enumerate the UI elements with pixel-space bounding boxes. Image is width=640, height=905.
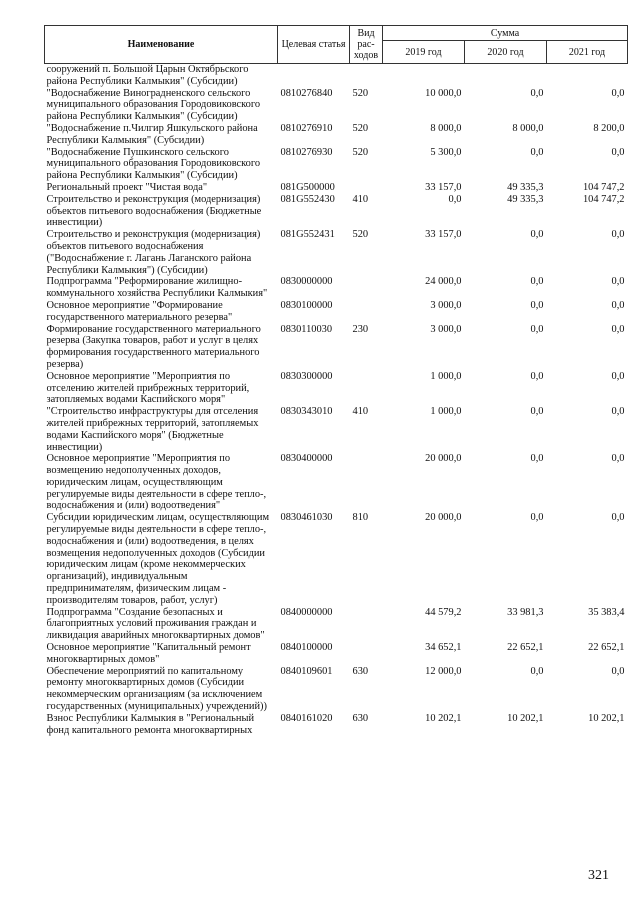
row-target-code: 081G500000 [280, 181, 335, 193]
row-target-code: 0830110030 [280, 323, 333, 335]
row-sum-2020: 49 335,3 [507, 181, 544, 193]
table-row [45, 182, 628, 194]
row-sum-2020: 33 981,3 [507, 606, 544, 618]
row-name: Подпрограмма "Реформирование жилищно-коммунального хозяйства Республики Калмыкия" [46, 276, 268, 300]
row-sum-2020: 0,0 [530, 87, 544, 99]
row-sum-2020: 0,0 [530, 146, 544, 158]
table-row [45, 642, 628, 666]
row-expense-type: 410 [352, 406, 369, 418]
row-sum-2021: 0,0 [611, 406, 625, 418]
table-row [45, 123, 628, 147]
row-name: Формирование государственного материального резерва (Закупка товаров, работ и услуг в целях формирования государственного материального резерва) [46, 323, 261, 370]
row-target-code: 0830100000 [280, 299, 333, 311]
row-target-code: 0840100000 [280, 642, 333, 654]
row-sum-2019: 20 000,0 [425, 512, 462, 524]
row-sum-2021: 104 747,2 [582, 193, 625, 205]
row-name: Строительство и реконструкция (модернизация) объектов питьевого водоснабжения ("Водоснабжение г. Лагань Лаганского района Республики Калмыкия") (Субсидии) [46, 229, 261, 276]
row-sum-2020: 49 335,3 [507, 193, 544, 205]
row-sum-2021: 0,0 [611, 370, 625, 382]
row-sum-2019: 8 000,0 [430, 122, 462, 134]
row-sum-2020: 22 652,1 [507, 642, 544, 654]
table-row [45, 406, 628, 453]
row-expense-type [350, 642, 383, 666]
header-vid: Вид рас-ходов [350, 26, 383, 64]
table-row [45, 512, 628, 606]
table-row [45, 147, 628, 182]
row-name: Основное мероприятие "Мероприятия по отселению жителей прибрежных территорий, затопляемых водами Каспийского моря" [46, 370, 250, 406]
row-expense-type [350, 607, 383, 642]
row-expense-type: 520 [352, 146, 369, 158]
row-name: "Строительство инфраструктуры для отселения жителей прибрежных территорий, затопляемых водами Каспийского моря" (Бюджетные инвестиции) [46, 406, 259, 453]
header-name: Наименование [45, 26, 278, 64]
row-name: Обеспечение мероприятий по капитальному ремонту многоквартирных домов (Субсидии некоммерческим организациям (за исключением государственных (муниципальных) учреждений)) [46, 665, 267, 713]
row-target-code: 081G552430 [280, 193, 335, 205]
row-name: Строительство и реконструкция (модернизация) объектов питьевого водоснабжения (Бюджетные инвестиции) [46, 193, 262, 229]
row-name: Взнос Республики Калмыкия в "Региональный фонд капитального ремонта многоквартирных [46, 712, 255, 736]
row-sum-2019 [383, 64, 465, 88]
table-row [45, 276, 628, 300]
table-row [45, 324, 628, 371]
row-sum-2019: 1 000,0 [430, 406, 462, 418]
row-name: Подпрограмма "Создание безопасных и благоприятных условий проживания граждан и ликвидация аварийных многоквартирных домов" [46, 606, 265, 642]
row-target-code: 0810276840 [280, 87, 333, 99]
row-target-code: 0840161020 [280, 712, 333, 724]
row-name: "Водоснабжение Пушкинского сельского муниципального образования Городовиковского района Республики Калмыкия" (Субсидии) [46, 146, 261, 182]
table-row [45, 194, 628, 229]
row-sum-2019: 24 000,0 [425, 276, 462, 288]
row-expense-type [350, 182, 383, 194]
table-body [45, 64, 628, 737]
row-sum-2021: 0,0 [611, 146, 625, 158]
row-expense-type: 520 [352, 229, 369, 241]
row-expense-type: 230 [352, 323, 369, 335]
row-expense-type: 520 [352, 122, 369, 134]
row-target-code: 0840109601 [280, 665, 333, 677]
row-expense-type [350, 276, 383, 300]
row-sum-2020: 0,0 [530, 370, 544, 382]
row-sum-2020: 10 202,1 [507, 712, 544, 724]
row-sum-2021: 35 383,4 [588, 606, 625, 618]
table-row [45, 88, 628, 123]
table-row [45, 713, 628, 737]
row-sum-2019: 10 000,0 [425, 87, 462, 99]
row-expense-type: 410 [352, 193, 369, 205]
row-target-code: 0830300000 [280, 370, 333, 382]
row-sum-2020: 0,0 [530, 299, 544, 311]
row-target-code: 081G552431 [280, 229, 335, 241]
header-year-2019: 2019 год [383, 41, 465, 64]
row-name: "Водоснабжение Виноградненского сельского муниципального образования Городовиковского района Республики Калмыкия" (Субсидии) [46, 87, 261, 123]
table-row [45, 300, 628, 324]
row-sum-2021: 0,0 [611, 323, 625, 335]
row-sum-2021: 104 747,2 [582, 181, 625, 193]
row-name: Основное мероприятие "Формирование государственного материального резерва" [46, 299, 233, 323]
row-sum-2019: 10 202,1 [425, 712, 462, 724]
row-sum-2019: 34 652,1 [425, 642, 462, 654]
row-sum-2020: 0,0 [530, 453, 544, 465]
row-sum-2021: 0,0 [611, 299, 625, 311]
row-expense-type: 630 [352, 665, 369, 677]
row-sum-2021: 0,0 [611, 665, 625, 677]
header-sum: Сумма [383, 26, 628, 41]
row-expense-type [350, 64, 383, 88]
row-expense-type [350, 300, 383, 324]
row-name: Основное мероприятие "Мероприятия по возмещению недополученных доходов, юридическим лицам, осуществляющим регулируемые виды деятельности в сфере тепло-, водоснабжения и (или) водоотведения" [46, 453, 267, 512]
row-sum-2021: 0,0 [611, 276, 625, 288]
budget-table-section [44, 25, 627, 736]
table-row [45, 371, 628, 406]
row-sum-2019: 1 000,0 [430, 370, 462, 382]
table-row [45, 607, 628, 642]
row-sum-2019: 3 000,0 [430, 299, 462, 311]
row-target-code: 0830400000 [280, 453, 333, 465]
row-sum-2019: 33 157,0 [425, 229, 462, 241]
row-sum-2019: 44 579,2 [425, 606, 462, 618]
row-name: "Водоснабжение п.Чилгир Яшкульского района Республики Калмыкия" (Субсидии) [46, 122, 258, 146]
row-target-code: 0830461030 [280, 512, 333, 524]
row-sum-2019: 12 000,0 [425, 665, 462, 677]
row-sum-2020: 0,0 [530, 406, 544, 418]
header-target: Целевая статья [278, 26, 350, 64]
row-sum-2021 [547, 64, 628, 88]
row-target-code: 0830000000 [280, 276, 333, 288]
row-sum-2020: 0,0 [530, 512, 544, 524]
row-target-code: 0810276910 [280, 122, 333, 134]
header-year-2020: 2020 год [465, 41, 547, 64]
row-name: Субсидии юридическим лицам, осуществляющим регулируемые виды деятельности в сфере тепло-, водоснабжения и (или) водоотведения, в целях возмещения недополученных доходов (Субсидии юридическим лицам (кроме некоммерческих организаций), индивидуальным предпринимателям, физическим лицам - производителям товаров, работ, услуг) [46, 512, 270, 606]
row-expense-type: 810 [352, 512, 369, 524]
row-target-code: 0830343010 [280, 406, 333, 418]
row-sum-2021: 8 200,0 [593, 122, 625, 134]
row-expense-type: 520 [352, 87, 369, 99]
row-target-code: 0840000000 [280, 606, 333, 618]
row-name: Основное мероприятие "Капитальный ремонт многоквартирных домов" [46, 642, 251, 665]
row-sum-2019: 3 000,0 [430, 323, 462, 335]
header-year-2021: 2021 год [547, 41, 628, 64]
row-sum-2021: 0,0 [611, 512, 625, 524]
table-row [45, 229, 628, 276]
row-sum-2020: 0,0 [530, 323, 544, 335]
row-name: сооружений п. Большой Царын Октябрьского района Республики Калмыкия" (Субсидии) [46, 64, 249, 87]
row-sum-2021: 0,0 [611, 229, 625, 241]
row-sum-2020: 0,0 [530, 229, 544, 241]
row-sum-2021: 10 202,1 [588, 712, 625, 724]
row-sum-2020: 0,0 [530, 665, 544, 677]
row-target-code: 0810276930 [280, 146, 333, 158]
budget-table [44, 25, 628, 736]
row-sum-2020 [465, 64, 547, 88]
row-sum-2020: 0,0 [530, 276, 544, 288]
row-sum-2019: 33 157,0 [425, 181, 462, 193]
row-sum-2020: 8 000,0 [512, 122, 544, 134]
table-row [45, 64, 628, 88]
row-sum-2021: 0,0 [611, 87, 625, 99]
table-row [45, 666, 628, 713]
page-number: 321 [588, 868, 609, 883]
row-expense-type [350, 371, 383, 406]
row-expense-type [350, 453, 383, 512]
row-sum-2019: 0,0 [448, 193, 462, 205]
row-sum-2021: 22 652,1 [588, 642, 625, 654]
row-sum-2019: 5 300,0 [430, 146, 462, 158]
row-name: Региональный проект "Чистая вода" [46, 181, 208, 193]
row-target-code [278, 64, 350, 88]
row-expense-type: 630 [352, 712, 369, 724]
table-row [45, 453, 628, 512]
row-sum-2019: 20 000,0 [425, 453, 462, 465]
row-sum-2021: 0,0 [611, 453, 625, 465]
